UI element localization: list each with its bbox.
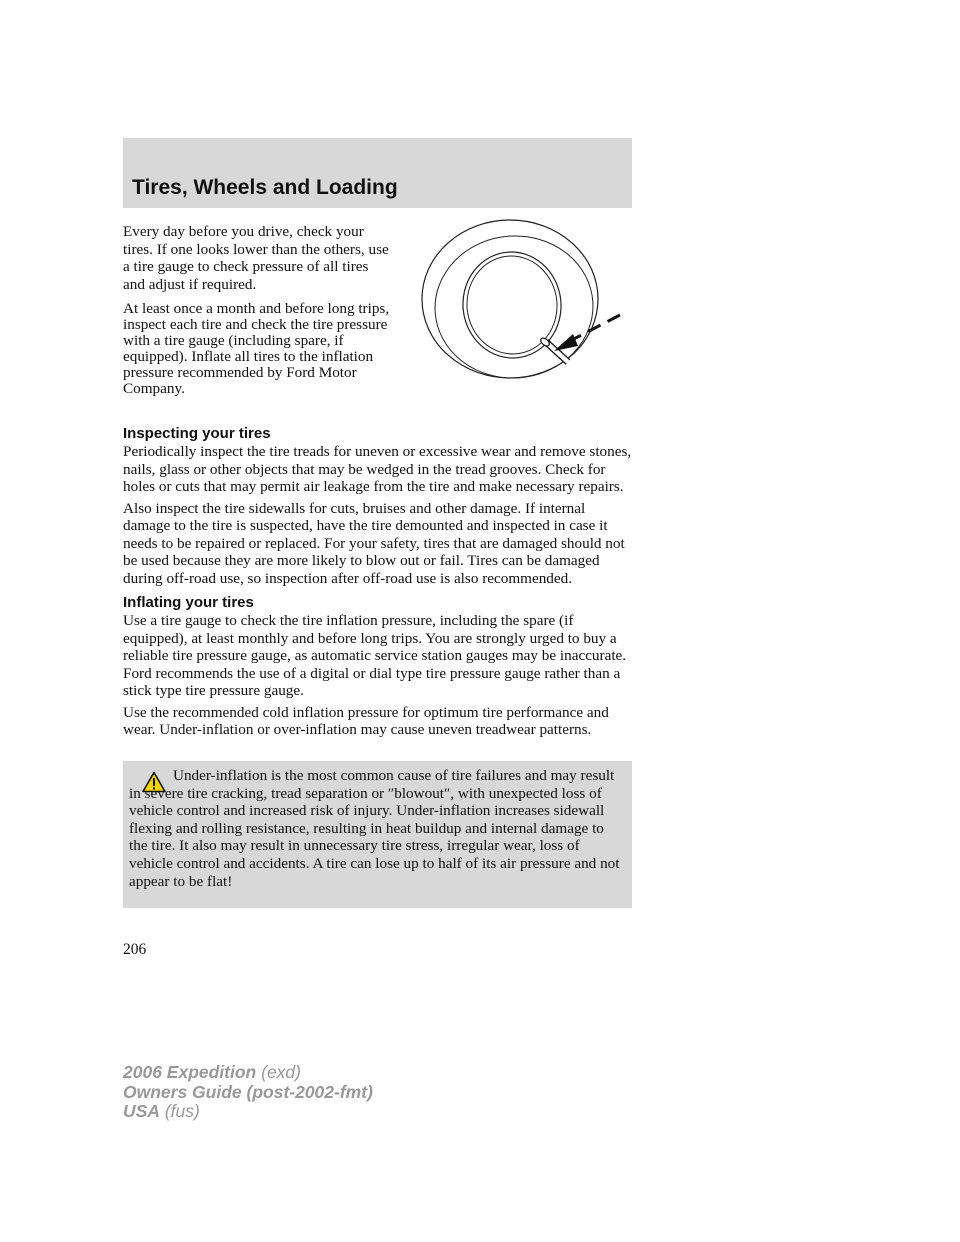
intro-text <box>123 223 393 405</box>
footer-model: 2006 Expedition <box>123 1062 257 1082</box>
intro-paragraph-2: At least once a month and before long trips, inspect each tire and check the tire pressure with a tire gauge (including spare, if equipped). Inflate all tires to the inflation pressure recommended by Ford Motor Company. <box>123 300 390 397</box>
footer-line-1 <box>123 1063 373 1083</box>
tire-valve-stem-illustration <box>420 218 632 390</box>
section-title: Tires, Wheels and Loading <box>132 176 398 199</box>
footer-market-code: (fus) <box>159 1101 200 1121</box>
warning-text: Under-inflation is the most common cause of tire failures and may result in severe tire cracking, tread separation or ″blowout″, with unexpected loss of vehicle control and increased risk of injury. Under-inflation increases sidewall flexing and rolling resistance, resulting in heat buildup and internal damage to the tire. It also may result in unnecessary tire stress, irregular wear, loss of vehicle control and accidents. A tire can lose up to half of its air pressure and not appear to be flat! <box>129 767 620 890</box>
main-content <box>123 425 632 743</box>
footer-model-code: (exd) <box>256 1062 301 1082</box>
footer-line-2: Owners Guide (post-2002-fmt) <box>123 1081 373 1102</box>
footer-market: USA <box>123 1101 160 1121</box>
page-number: 206 <box>123 941 147 958</box>
intro-paragraph-1: Every day before you drive, check your tires. If one looks lower than the others, use a tire gauge to check pressure of all tires and adjust if required. <box>123 223 389 293</box>
inflating-heading: Inflating your tires <box>123 594 254 611</box>
inflating-paragraph-1: Use a tire gauge to check the tire inflation pressure, including the spare (if equipped), at least monthly and before long trips. You are strongly urged to buy a reliable tire pressure gauge, as automatic service station gauges may be inaccurate. Ford recommends the use of a digital or dial type tire pressure gauge rather than a stick type tire pressure gauge. <box>123 612 627 699</box>
valve-stem <box>539 336 568 362</box>
section-header <box>123 138 632 208</box>
footer-line-3 <box>123 1102 373 1122</box>
inspecting-paragraph-2: Also inspect the tire sidewalls for cuts, bruises and other damage. If internal damage to the tire is suspected, have the tire demounted and inspected in case it needs to be repaired or replaced. For your safety, tires that are damaged should not be used because they are more likely to blow out or fail. Tires can be damaged during off-road use, so inspection after off-road use is also recommended. <box>123 499 625 587</box>
inspecting-heading: Inspecting your tires <box>123 425 271 442</box>
warning-box <box>123 761 632 908</box>
inflating-paragraph-2: Use the recommended cold inflation pressure for optimum tire performance and wear. Under-inflation or over-inflation may cause uneven treadwear patterns. <box>123 703 609 738</box>
inspecting-paragraph-1: Periodically inspect the tire treads for uneven or excessive wear and remove stones, nails, glass or other objects that may be wedged in the tread grooves. Check for holes or cuts that may permit air leakage from the tire and make necessary repairs. <box>123 443 632 495</box>
document-footer <box>123 1063 373 1122</box>
